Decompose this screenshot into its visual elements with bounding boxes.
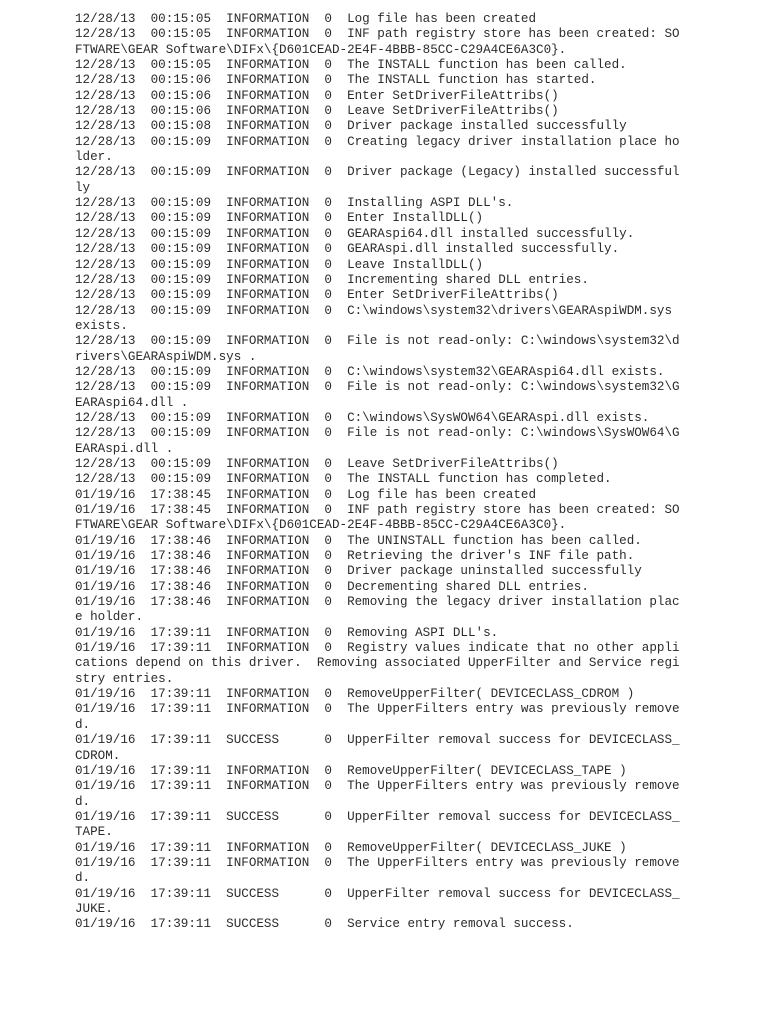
log-line: 12/28/13 00:15:06 INFORMATION 0 Enter SetDriverFileAttribs() bbox=[75, 88, 559, 103]
log-line: 01/19/16 17:39:11 INFORMATION 0 Removing ASPI DLL's. bbox=[75, 625, 499, 640]
log-line: 12/28/13 00:15:05 INFORMATION 0 The INSTALL function has been called. bbox=[75, 58, 627, 73]
log-line: d. bbox=[75, 871, 91, 886]
log-line: ly bbox=[75, 180, 91, 195]
log-line: cations depend on this driver. Removing associated UpperFilter and Service regi bbox=[75, 656, 680, 671]
log-line: 01/19/16 17:39:11 INFORMATION 0 RemoveUpperFilter( DEVICECLASS_JUKE ) bbox=[75, 840, 627, 855]
log-line: JUKE. bbox=[75, 901, 113, 916]
log-line: stry entries. bbox=[75, 671, 174, 686]
log-line: 12/28/13 00:15:09 INFORMATION 0 GEARAspi64.dll installed successfully. bbox=[75, 226, 635, 241]
log-line: 01/19/16 17:38:46 INFORMATION 0 Driver package uninstalled successfully bbox=[75, 564, 642, 579]
log-line: 12/28/13 00:15:05 INFORMATION 0 Log file has been created bbox=[75, 12, 537, 26]
log-line: 01/19/16 17:39:11 SUCCESS 0 UpperFilter removal success for DEVICECLASS_ bbox=[75, 886, 680, 901]
log-line: 12/28/13 00:15:09 INFORMATION 0 Creating legacy driver installation place ho bbox=[75, 134, 680, 149]
log-document bbox=[75, 12, 695, 933]
log-line: 01/19/16 17:38:45 INFORMATION 0 INF path registry store has been created: SO bbox=[75, 503, 680, 517]
log-line: 01/19/16 17:39:11 INFORMATION 0 Registry values indicate that no other appli bbox=[75, 641, 680, 656]
log-line: 12/28/13 00:15:08 INFORMATION 0 Driver package installed successfully bbox=[75, 119, 627, 134]
log-line: lder. bbox=[75, 150, 113, 165]
log-line: 12/28/13 00:15:09 INFORMATION 0 C:\windows\SysWOW64\GEARAspi.dll exists. bbox=[75, 410, 650, 425]
log-line: 12/28/13 00:15:09 INFORMATION 0 The INSTALL function has completed. bbox=[75, 472, 612, 487]
log-line: 01/19/16 17:38:46 INFORMATION 0 Decrementing shared DLL entries. bbox=[75, 579, 589, 594]
log-line: 12/28/13 00:15:09 INFORMATION 0 File is not read-only: C:\windows\SysWOW64\G bbox=[75, 426, 680, 441]
log-line: TAPE. bbox=[75, 825, 113, 840]
log-line: 12/28/13 00:15:09 INFORMATION 0 C:\windows\system32\GEARAspi64.dll exists. bbox=[75, 364, 665, 379]
log-line: 01/19/16 17:39:11 INFORMATION 0 The UpperFilters entry was previously remove bbox=[75, 855, 680, 870]
log-line: 01/19/16 17:38:45 INFORMATION 0 Log file has been created bbox=[75, 487, 537, 502]
log-line: 12/28/13 00:15:09 INFORMATION 0 Driver package (Legacy) installed successful bbox=[75, 165, 680, 180]
log-line: 12/28/13 00:15:09 INFORMATION 0 File is not read-only: C:\windows\system32\d bbox=[75, 334, 680, 349]
log-line: 12/28/13 00:15:09 INFORMATION 0 C:\windows\system32\drivers\GEARAspiWDM.sys bbox=[75, 303, 673, 318]
log-line: 12/28/13 00:15:09 INFORMATION 0 Leave InstallDLL() bbox=[75, 257, 484, 272]
log-line: e holder. bbox=[75, 610, 144, 625]
log-line: 01/19/16 17:39:11 SUCCESS 0 Service entry removal success. bbox=[75, 917, 574, 932]
log-line: 01/19/16 17:38:46 INFORMATION 0 Removing the legacy driver installation plac bbox=[75, 595, 680, 610]
log-line: 12/28/13 00:15:09 INFORMATION 0 Enter InstallDLL() bbox=[75, 211, 484, 226]
log-line: 12/28/13 00:15:09 INFORMATION 0 Enter SetDriverFileAttribs() bbox=[75, 288, 559, 303]
log-line: 12/28/13 00:15:05 INFORMATION 0 INF path registry store has been created: SO bbox=[75, 27, 680, 42]
log-line: 01/19/16 17:39:11 INFORMATION 0 RemoveUpperFilter( DEVICECLASS_TAPE ) bbox=[75, 763, 627, 778]
log-line: 01/19/16 17:39:11 INFORMATION 0 RemoveUpperFilter( DEVICECLASS_CDROM ) bbox=[75, 687, 635, 702]
log-line: 12/28/13 00:15:09 INFORMATION 0 Installing ASPI DLL's. bbox=[75, 196, 514, 211]
log-line: 01/19/16 17:39:11 SUCCESS 0 UpperFilter removal success for DEVICECLASS_ bbox=[75, 733, 680, 748]
log-line: 12/28/13 00:15:09 INFORMATION 0 Incrementing shared DLL entries. bbox=[75, 272, 589, 287]
log-line: 12/28/13 00:15:09 INFORMATION 0 Leave SetDriverFileAttribs() bbox=[75, 456, 559, 471]
log-line: EARAspi64.dll . bbox=[75, 395, 189, 410]
log-line: 12/28/13 00:15:09 INFORMATION 0 File is not read-only: C:\windows\system32\G bbox=[75, 380, 680, 395]
log-line: 12/28/13 00:15:06 INFORMATION 0 The INSTALL function has started. bbox=[75, 73, 597, 88]
log-line: 01/19/16 17:39:11 INFORMATION 0 The UpperFilters entry was previously remove bbox=[75, 779, 680, 794]
log-line: CDROM. bbox=[75, 748, 121, 763]
log-line: 12/28/13 00:15:09 INFORMATION 0 GEARAspi.dll installed successfully. bbox=[75, 242, 620, 257]
log-line: exists. bbox=[75, 318, 128, 333]
log-line: 01/19/16 17:38:46 INFORMATION 0 Retrieving the driver's INF file path. bbox=[75, 549, 635, 564]
log-line: d. bbox=[75, 794, 91, 809]
log-line: EARAspi.dll . bbox=[75, 441, 174, 456]
log-line: 01/19/16 17:39:11 SUCCESS 0 UpperFilter removal success for DEVICECLASS_ bbox=[75, 809, 680, 824]
log-line: 01/19/16 17:39:11 INFORMATION 0 The UpperFilters entry was previously remove bbox=[75, 702, 680, 717]
log-line: rivers\GEARAspiWDM.sys . bbox=[75, 349, 257, 364]
log-line: 01/19/16 17:38:46 INFORMATION 0 The UNINSTALL function has been called. bbox=[75, 533, 642, 548]
log-line: 12/28/13 00:15:06 INFORMATION 0 Leave SetDriverFileAttribs() bbox=[75, 104, 559, 119]
log-line: d. bbox=[75, 717, 91, 732]
log-line: FTWARE\GEAR Software\DIFx\{D601CEAD-2E4F-4BBB-85CC-C29A4CE6A3C0}. bbox=[75, 42, 567, 57]
log-line: FTWARE\GEAR Software\DIFx\{D601CEAD-2E4F-4BBB-85CC-C29A4CE6A3C0}. bbox=[75, 518, 567, 533]
